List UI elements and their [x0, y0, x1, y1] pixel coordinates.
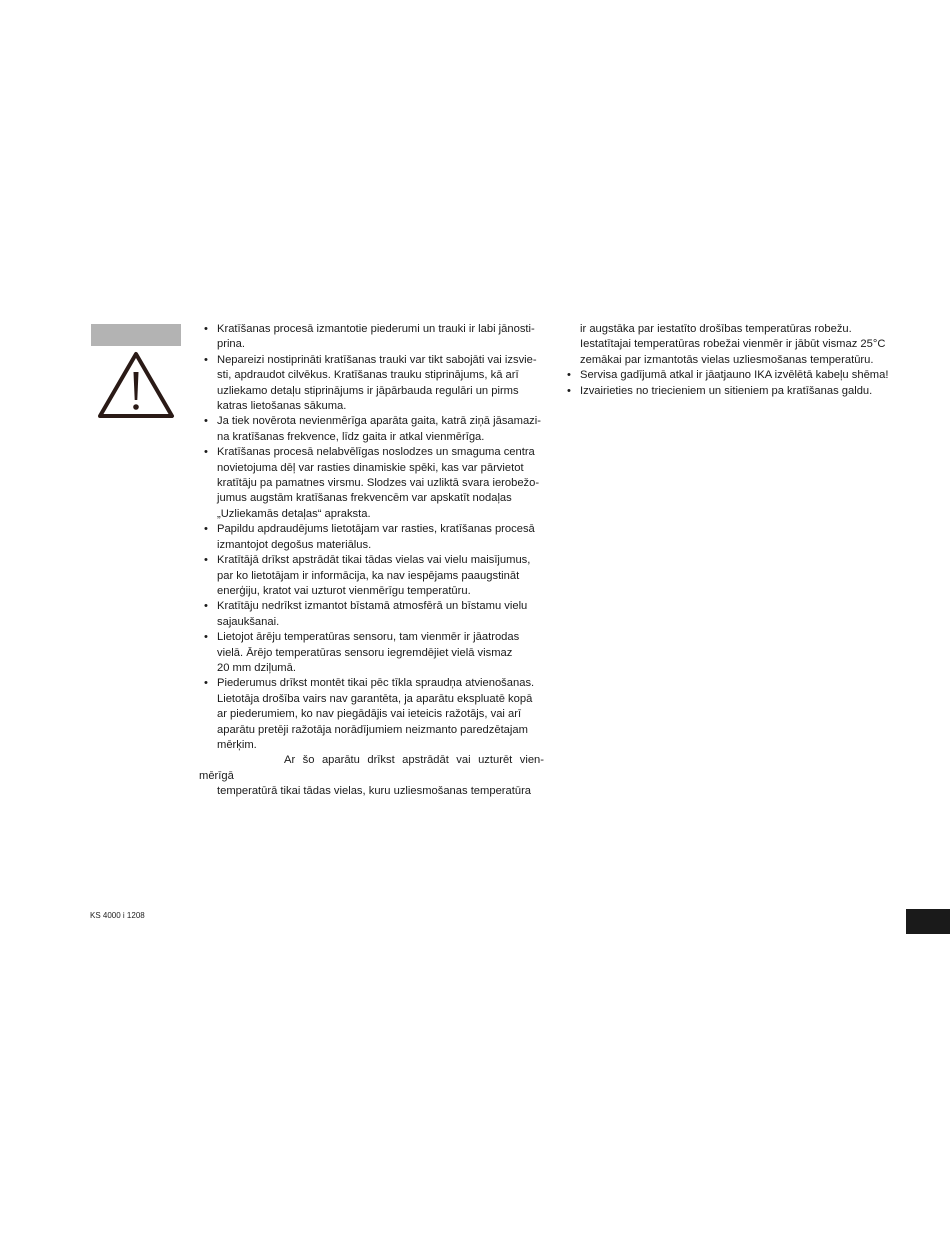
bullet-dot-icon: •: [204, 446, 208, 459]
bullet-line: Izvairieties no triecieniem un sitieniem pa kratīšanas galdu.: [580, 384, 873, 397]
bullet-dot-icon: •: [204, 523, 208, 536]
bullet-line: Papildu apdraudējums lietotājam var rasties, kratīšanas procesā: [217, 523, 535, 536]
bullet-line: sajaukšanai.: [217, 615, 280, 628]
footer-model-code: KS 4000 i 1208: [90, 911, 145, 920]
bullet-line: Lietotāja drošība vairs nav garantēta, ja aparātu ekspluatē kopā: [217, 692, 533, 705]
bullet-line: jumus augstām kratīšanas frekvencēm var apskatīt nodaļas: [217, 492, 512, 505]
bullet-line: aparātu pretēji ražotāja norādījumiem neizmanto paredzētajam: [217, 723, 528, 736]
bullet-item: [567, 368, 897, 383]
bullet-item: [204, 599, 544, 630]
bullet-dot-icon: •: [567, 369, 571, 382]
bullet-line: Kratīšanas procesā nelabvēlīgas noslodzes un smaguma centra: [217, 446, 535, 459]
bullet-line: ar piederumiem, ko nav piegādājis vai ieteicis ražotājs, vai arī: [217, 708, 522, 721]
bullet-dot-icon: •: [204, 600, 208, 613]
continuation-text: [567, 322, 897, 368]
bullet-dot-icon: •: [204, 415, 208, 428]
bullet-item: [204, 353, 544, 415]
bullet-dot-icon: •: [204, 353, 208, 366]
bullet-line: sti, apdraudot cilvēkus. Kratīšanas trauku stiprinājums, kā arī: [217, 369, 519, 382]
bullet-item: [204, 322, 544, 353]
bullet-line: kratītāju pa pamatnes virsmu. Slodzes vai uzliktā svara ierobežo-: [217, 477, 540, 490]
bullet-line: par ko lietotājam ir informācija, ka nav iespējams paaugstināt: [217, 569, 520, 582]
bullet-line: „Uzliekamās detaļas“ apraksta.: [217, 507, 371, 520]
bullet-item: [204, 445, 544, 522]
bullet-item: [204, 522, 544, 553]
bullet-item: [204, 676, 544, 753]
bullet-line: katras lietošanas sākuma.: [217, 400, 347, 413]
bullet-line: novietojuma dēļ var rasties dinamiskie spēki, kas var pārvietot: [217, 461, 524, 474]
bullet-line: izmantojot degošus materiālus.: [217, 538, 372, 551]
warning-header-bar: [91, 324, 181, 346]
bullet-line: prina.: [217, 338, 245, 351]
page-edge-tab: [906, 909, 950, 934]
bullet-line: mērķim.: [217, 738, 257, 751]
left-column: [199, 322, 544, 800]
bullet-line: Kratīšanas procesā izmantotie piederumi un trauki ir labi jānosti-: [217, 323, 535, 335]
bullet-dot-icon: •: [567, 384, 571, 397]
bullet-item: [204, 553, 544, 599]
right-column: [567, 322, 897, 399]
flash-point-paragraph: [204, 753, 544, 768]
paragraph-line: temperatūrā tikai tādas vielas, kuru uzliesmošanas temperatūra: [217, 785, 532, 798]
safety-bullet-list: [204, 322, 544, 753]
bullet-dot-icon: •: [204, 631, 208, 644]
bullet-line: Lietojot ārēju temperatūras sensoru, tam vienmēr ir jāatrodas: [217, 631, 520, 644]
bullet-line: Servisa gadījumā atkal ir jāatjauno IKA izvēlētā kabeļu shēma!: [580, 369, 889, 382]
bullet-dot-icon: •: [204, 554, 208, 567]
bullet-item: [204, 414, 544, 445]
bullet-line: Kratītājā drīkst apstrādāt tikai tādas vielas vai vielu maisījumus,: [217, 554, 531, 567]
bullet-item: [204, 630, 544, 676]
bullet-line: enerģiju, kratot vai uzturot vienmērīgu temperatūru.: [217, 584, 471, 597]
bullet-line: na kratīšanas frekvence, līdz gaita ir atkal vienmērīga.: [217, 430, 485, 443]
bullet-line: Ja tiek novērota nevienmērīga aparāta gaita, katrā ziņā jāsamazi-: [217, 415, 541, 428]
bullet-line: 20 mm dziļumā.: [217, 661, 296, 674]
warning-triangle-icon: [96, 350, 176, 420]
bullet-dot-icon: •: [204, 677, 208, 690]
safety-bullet-list: [567, 368, 897, 399]
bullet-line: vielā. Ārējo temperatūras sensoru iegremdējiet vielā vismaz: [217, 646, 513, 659]
bullet-line: Piederumus drīkst montēt tikai pēc tīkla spraudņa atvienošanas.: [217, 677, 535, 690]
paragraph-line: Ar šo aparātu drīkst apstrādāt vai uzturēt vien-: [284, 754, 544, 767]
bullet-item: [567, 384, 897, 399]
continuation-line: zemākai par izmantotās vielas uzliesmošanas temperatūru.: [580, 353, 874, 366]
bullet-dot-icon: •: [204, 323, 208, 335]
paragraph-line: mērīgā: [199, 769, 234, 782]
bullet-line: Nepareizi nostiprināti kratīšanas trauki var tikt sabojāti vai izsvie-: [217, 353, 537, 366]
bullet-line: uzliekamo detaļu stiprinājums ir jāpārbauda regulāri un pirms: [217, 384, 519, 397]
continuation-line: Iestatītajai temperatūras robežai vienmēr ir jābūt vismaz 25°C: [580, 338, 886, 351]
continuation-line: ir augstāka par iestatīto drošības temperatūras robežu.: [580, 323, 852, 335]
bullet-line: Kratītāju nedrīkst izmantot bīstamā atmosfērā un bīstamu vielu: [217, 600, 528, 613]
